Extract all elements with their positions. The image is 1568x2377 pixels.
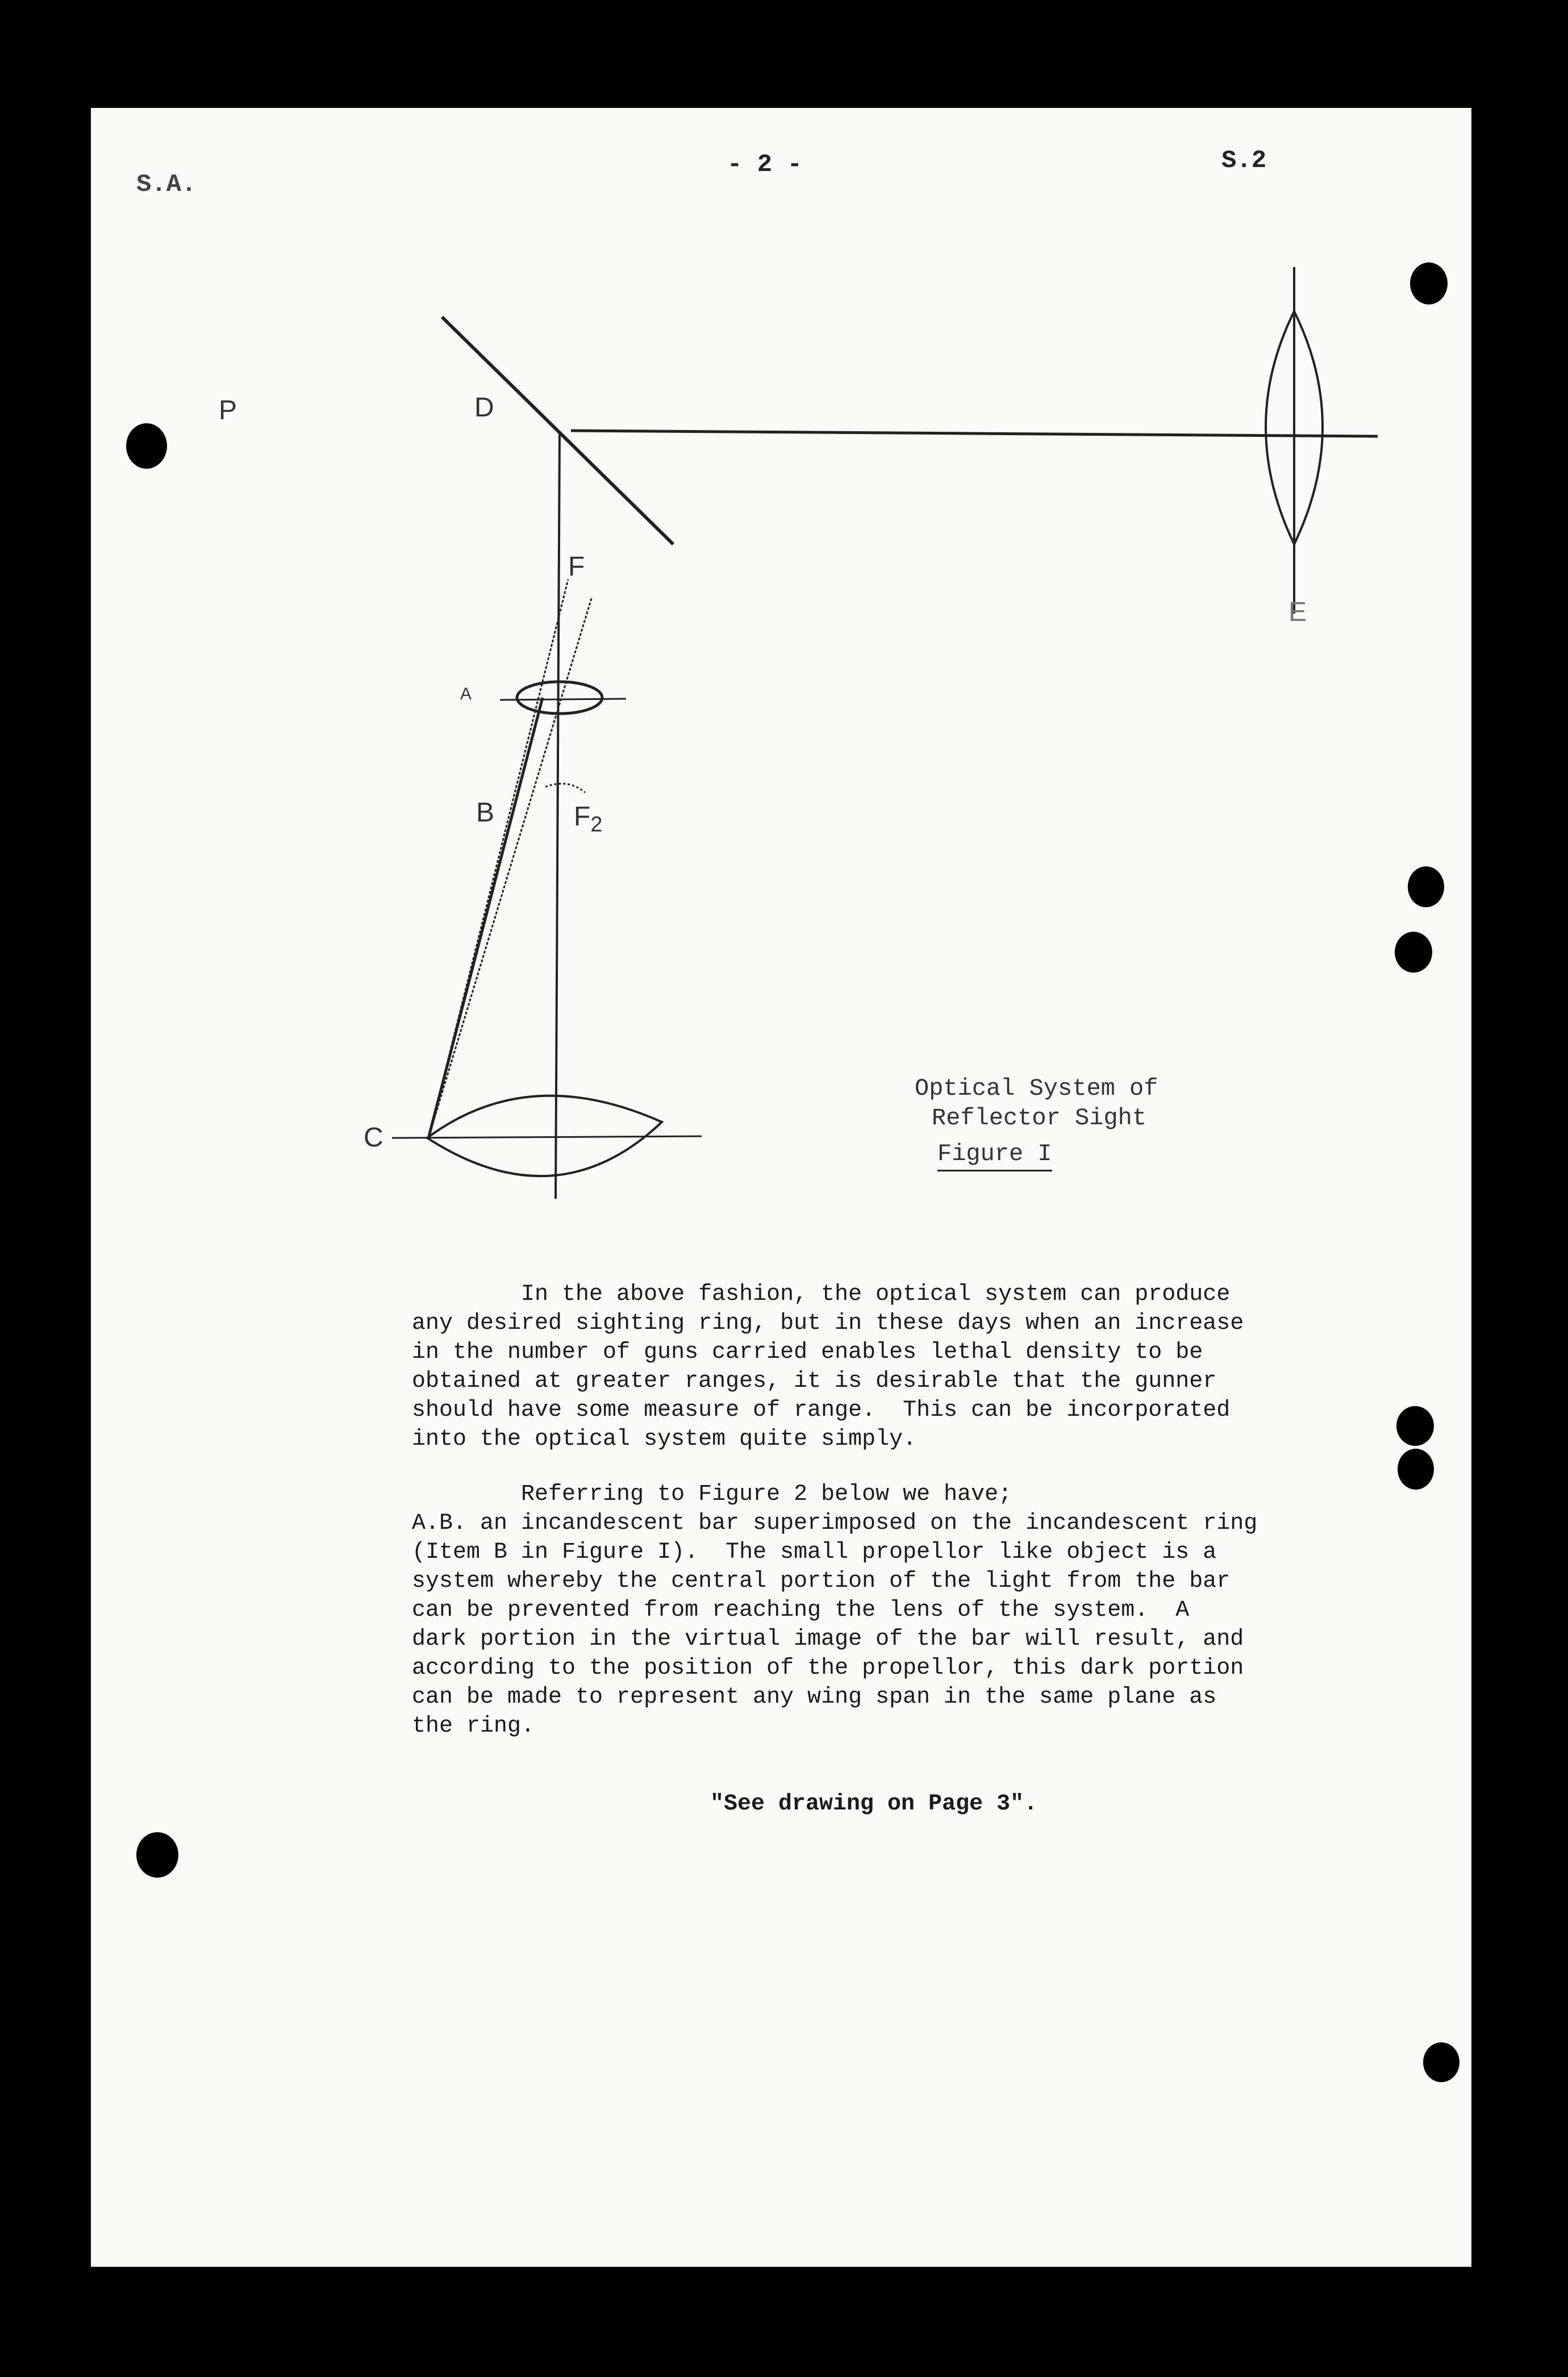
focal-arc [545, 783, 585, 793]
figure-caption-line2: Reflector Sight [932, 1104, 1147, 1132]
light-ray-2 [429, 597, 592, 1136]
label-c: C [364, 1123, 383, 1153]
label-a: A [460, 685, 472, 703]
label-f2-subscript: 2 [590, 812, 603, 837]
body-paragraph-2: A.B. an incandescent bar superimposed on the incandescent ring (Item B in Figure I). The small propellor like object is a system whereby the central portion of the light from the bar can be prevented from reaching the lens of the system. A dark portion in the virtual image of the bar will result, and according to the position of the propellor, this dark portion can be made to represent any wing span in the same plane as the ring. [412, 1511, 1258, 1739]
figure-caption-title: Figure I [937, 1139, 1052, 1171]
lens-a-axis [500, 699, 626, 700]
closing-note: "See drawing on Page 3". [710, 1791, 1038, 1817]
label-f2-main: F [574, 802, 591, 832]
label-e: E [1288, 597, 1307, 627]
lens-a [517, 682, 602, 714]
page-number: - 2 - [727, 151, 803, 179]
label-b: B [476, 798, 495, 828]
label-f: F [568, 552, 585, 582]
label-f2 [574, 801, 602, 837]
figure-caption-line1: Optical System of [915, 1075, 1158, 1102]
body-paragraph-2-intro: Referring to Figure 2 below we have; [412, 1482, 1012, 1507]
label-p: P [219, 395, 237, 426]
header-left-mark: S.A. [136, 170, 197, 199]
vertical-optical-axis [556, 433, 560, 1199]
body-paragraph-1: In the above fashion, the optical system can produce any desired sighting ring, but in these days when an increase in the number of guns carried enables lethal density to be obtained at greater ranges, it is desirable that the gunner should have some measure of range. This can be incorporated into the optical system quite simply. [412, 1282, 1244, 1452]
label-d: D [474, 393, 494, 423]
lens-c-axis [392, 1136, 702, 1138]
light-ray-3 [429, 698, 543, 1136]
document-reference: S.2 [1221, 147, 1267, 175]
horizontal-optical-axis [571, 431, 1378, 436]
